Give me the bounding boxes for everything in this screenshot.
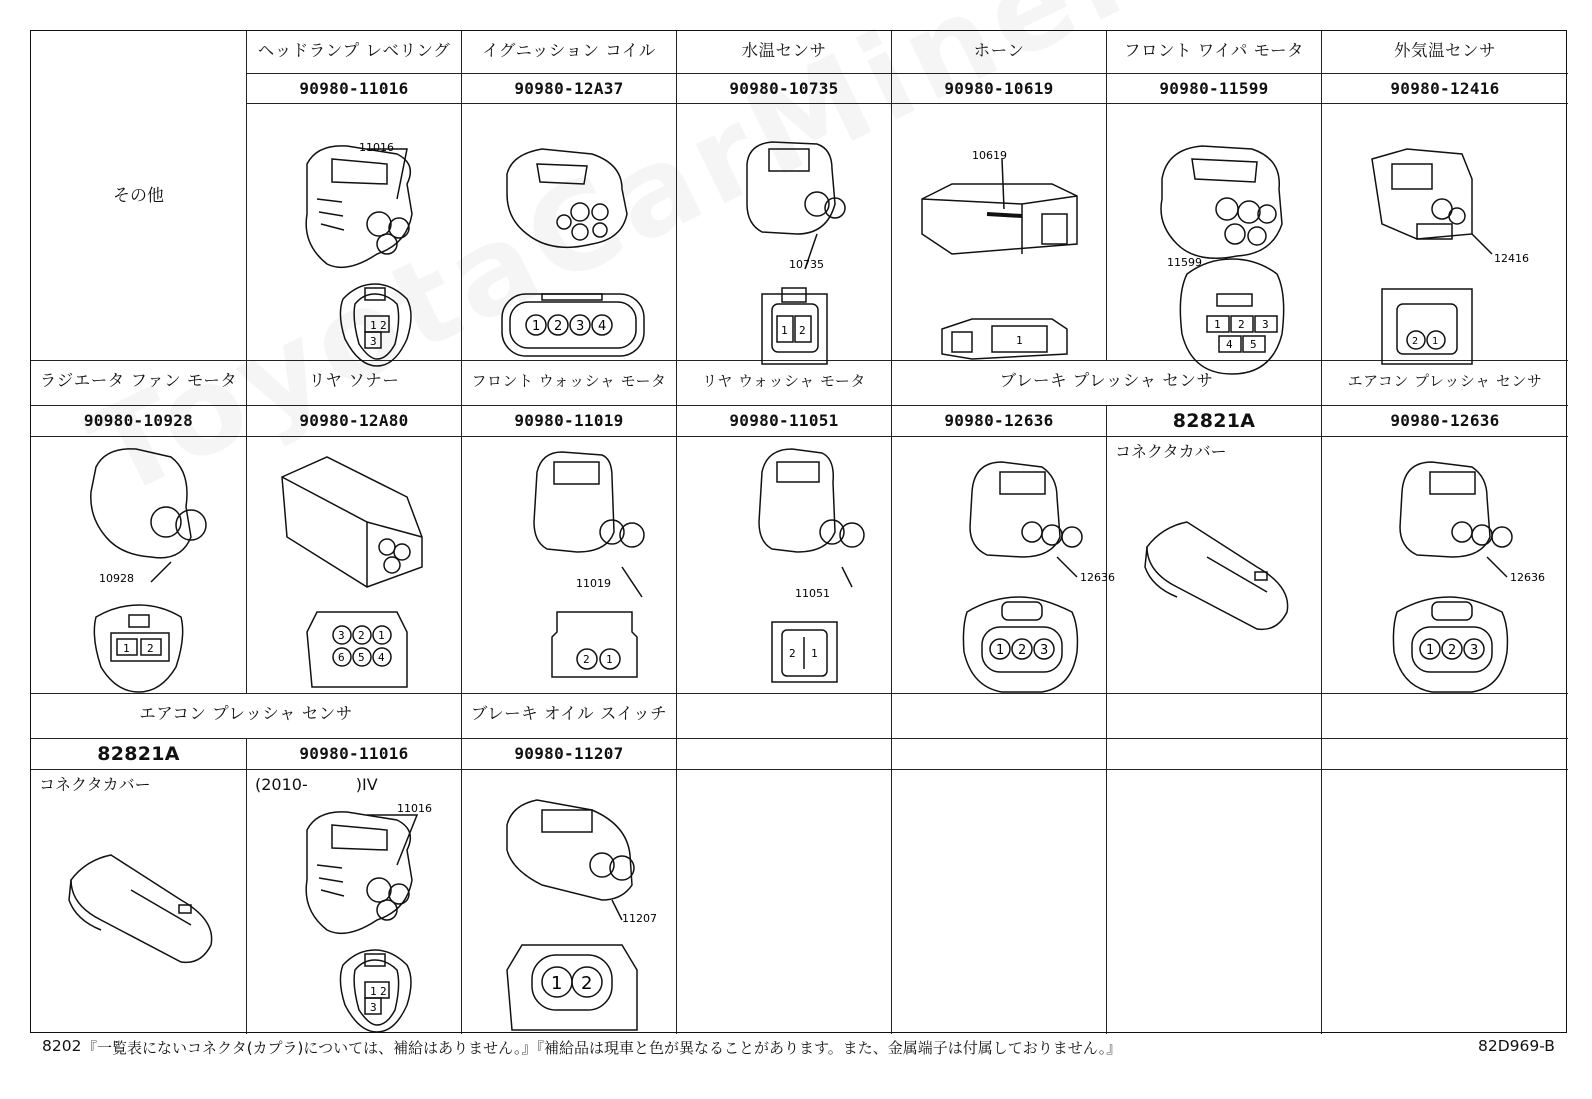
row3-group-name: エアコン プレッシャ センサ: [31, 694, 462, 739]
row2-part-1: 90980-10928: [31, 406, 247, 437]
row3-part-1: 82821A: [31, 739, 247, 770]
row1-name-2: イグニッション コイル: [462, 31, 677, 74]
row1-part-4: 90980-10619: [892, 74, 1107, 104]
terminal-label: 3: [1262, 318, 1269, 331]
row2-part-3: 90980-11019: [462, 406, 677, 437]
row1-name-4: ホーン: [892, 31, 1107, 74]
row3-blank-part-5: [892, 739, 1107, 770]
row3-blank-figure-5: [892, 770, 1107, 1034]
terminal-label: 4: [598, 319, 607, 334]
row2-figure-6: [1107, 437, 1322, 694]
terminal-label: 1: [532, 319, 541, 334]
row3-blank-part-6: [1107, 739, 1322, 770]
terminal-label: 4: [1226, 338, 1233, 351]
terminal-label: 1: [606, 653, 613, 666]
row1-name-6: 外気温センサ: [1322, 31, 1568, 74]
terminal-label: 5: [358, 651, 365, 664]
row1-side-label: その他: [113, 186, 164, 206]
connector-drawing-11019: [462, 437, 677, 694]
row1-figure-4: [892, 104, 1107, 361]
terminal-label: 1: [378, 629, 385, 642]
terminal-label: 2: [789, 647, 796, 660]
connector-drawing-11599: [1107, 104, 1322, 361]
row1-part-3: 90980-10735: [677, 74, 892, 104]
callout-label: 11599: [1167, 256, 1202, 269]
callout-label: 12636: [1080, 571, 1115, 584]
connector-drawing-12A37: [462, 104, 677, 361]
document-id: 82D969-B: [1478, 1037, 1555, 1055]
model-year-note: (2010- )IV: [255, 775, 378, 794]
terminal-label: 1: [1432, 336, 1439, 347]
callout-label: 11051: [795, 587, 830, 600]
terminal-label: 2: [581, 973, 593, 994]
row2-part-2: 90980-12A80: [247, 406, 462, 437]
connector-drawing-11207: [462, 770, 677, 1034]
row3-blank-name-5: [892, 694, 1107, 739]
connector-drawing-12636-b: [1322, 437, 1568, 694]
connector-cover-note: コネクタカバー: [1115, 442, 1227, 461]
terminal-label: 1: [123, 642, 130, 655]
callout-label: 11207: [622, 912, 657, 925]
row3-part-2: 90980-11016: [247, 739, 462, 770]
row2-figure-7: [1322, 437, 1568, 694]
terminal-label: 2: [1412, 336, 1419, 347]
row1-name-5: フロント ワイパ モータ: [1107, 31, 1322, 74]
row2-part-5: 90980-12636: [892, 406, 1107, 437]
terminal-label: 3: [1470, 643, 1479, 658]
callout-label: 10928: [99, 572, 134, 585]
row2-figure-4: [677, 437, 892, 694]
row2-name-3: フロント ウォッシャ モータ: [462, 361, 677, 406]
terminal-label: 2: [1018, 643, 1027, 658]
row1-part-2: 90980-12A37: [462, 74, 677, 104]
row2-figure-3: [462, 437, 677, 694]
connector-drawing-11016-b: [247, 770, 462, 1034]
terminal-label: 1: [781, 324, 788, 337]
terminal-label: 2: [147, 642, 154, 655]
row1-name-3: 水温センサ: [677, 31, 892, 74]
row1-part-5: 90980-11599: [1107, 74, 1322, 104]
connector-cover-drawing: [1107, 437, 1322, 694]
row3-blank-figure-7: [1322, 770, 1568, 1034]
terminal-label: 2: [583, 653, 590, 666]
row2-part-7: 90980-12636: [1322, 406, 1568, 437]
callout-label: 10735: [789, 258, 824, 271]
row1-figure-6: [1322, 104, 1568, 361]
terminal-label: 1: [1016, 334, 1023, 347]
row2-name-2: リヤ ソナー: [247, 361, 462, 406]
connector-drawing-12416: [1322, 104, 1568, 361]
terminal-label: 3: [370, 1001, 377, 1014]
row1-figure-1: [247, 104, 462, 361]
connector-table: [30, 30, 1567, 1033]
terminal-label: 6: [338, 651, 345, 664]
connector-drawing-11051: [677, 437, 892, 694]
terminal-label: 2: [1448, 643, 1457, 658]
row3-blank-figure-6: [1107, 770, 1322, 1034]
connector-drawing-10928: [31, 437, 247, 694]
terminal-label: 1: [551, 973, 563, 994]
connector-drawing-12A80: [247, 437, 462, 694]
terminal-label: 2: [554, 319, 563, 334]
connector-drawing-10619: [892, 104, 1107, 361]
row1-name-1: ヘッドランプ レベリング: [247, 31, 462, 74]
terminal-label: 2: [1238, 318, 1245, 331]
terminal-label: 1: [811, 647, 818, 660]
footer-notice: 『一覧表にないコネクタ(カプラ)については、補給はありません。』『補給品は現車と色が異なることがあります。また、金属端子は付属しておりません。』: [82, 1039, 1122, 1057]
row1-part-6: 90980-12416: [1322, 74, 1568, 104]
row2-part-6: 82821A: [1107, 406, 1322, 437]
row2-name-7: エアコン プレッシャ センサ: [1322, 361, 1568, 406]
connector-cover-drawing: [31, 770, 247, 1034]
callout-label: 11019: [576, 577, 611, 590]
connector-drawing-10735: [677, 104, 892, 361]
terminal-label: 1: [1426, 643, 1435, 658]
terminal-label: 3: [370, 335, 377, 348]
row2-figure-2: [247, 437, 462, 694]
terminal-label: 2: [799, 324, 806, 337]
callout-label: 11016: [359, 141, 394, 154]
row3-figure-3: [462, 770, 677, 1034]
terminal-label: 1: [370, 985, 377, 998]
terminal-label: 2: [358, 629, 365, 642]
terminal-label: 5: [1250, 338, 1257, 351]
terminal-label: 1: [996, 643, 1005, 658]
callout-label: 11016: [397, 802, 432, 815]
callout-label: 12636: [1510, 571, 1545, 584]
row1-figure-3: [677, 104, 892, 361]
row3-blank-name-6: [1107, 694, 1322, 739]
row3-figure-2: [247, 770, 462, 1034]
row2-name-5: ブレーキ プレッシャ センサ: [892, 361, 1322, 406]
callout-label: 10619: [972, 149, 1007, 162]
terminal-label: 3: [576, 319, 585, 334]
terminal-label: 3: [338, 629, 345, 642]
terminal-label: 4: [378, 651, 385, 664]
connector-cover-note: コネクタカバー: [39, 775, 151, 794]
row2-figure-1: [31, 437, 247, 694]
row1-side-label-cell: [31, 31, 247, 361]
row3-blank-part-4: [677, 739, 892, 770]
row3-blank-figure-4: [677, 770, 892, 1034]
connector-drawing-11016: [247, 104, 462, 361]
row1-figure-5: [1107, 104, 1322, 361]
connector-drawing-12636: [892, 437, 1115, 694]
row3-blank-part-7: [1322, 739, 1568, 770]
row3-name-3: ブレーキ オイル スイッチ: [462, 694, 677, 739]
terminal-label: 3: [1040, 643, 1049, 658]
row1-figure-2: [462, 104, 677, 361]
terminal-label: 1: [370, 319, 377, 332]
row1-part-1: 90980-11016: [247, 74, 462, 104]
row3-blank-name-7: [1322, 694, 1568, 739]
row3-blank-name-4: [677, 694, 892, 739]
callout-label: 12416: [1494, 252, 1529, 265]
terminal-label: 2: [380, 985, 387, 998]
row2-name-1: ラジエータ ファン モータ: [31, 361, 247, 406]
row2-part-4: 90980-11051: [677, 406, 892, 437]
row2-figure-5: [892, 437, 1115, 694]
row2-name-4: リヤ ウォッシャ モータ: [677, 361, 892, 406]
page-code: 8202: [42, 1037, 82, 1055]
row3-part-3: 90980-11207: [462, 739, 677, 770]
row3-figure-1: [31, 770, 247, 1034]
terminal-label: 2: [380, 319, 387, 332]
terminal-label: 1: [1214, 318, 1221, 331]
